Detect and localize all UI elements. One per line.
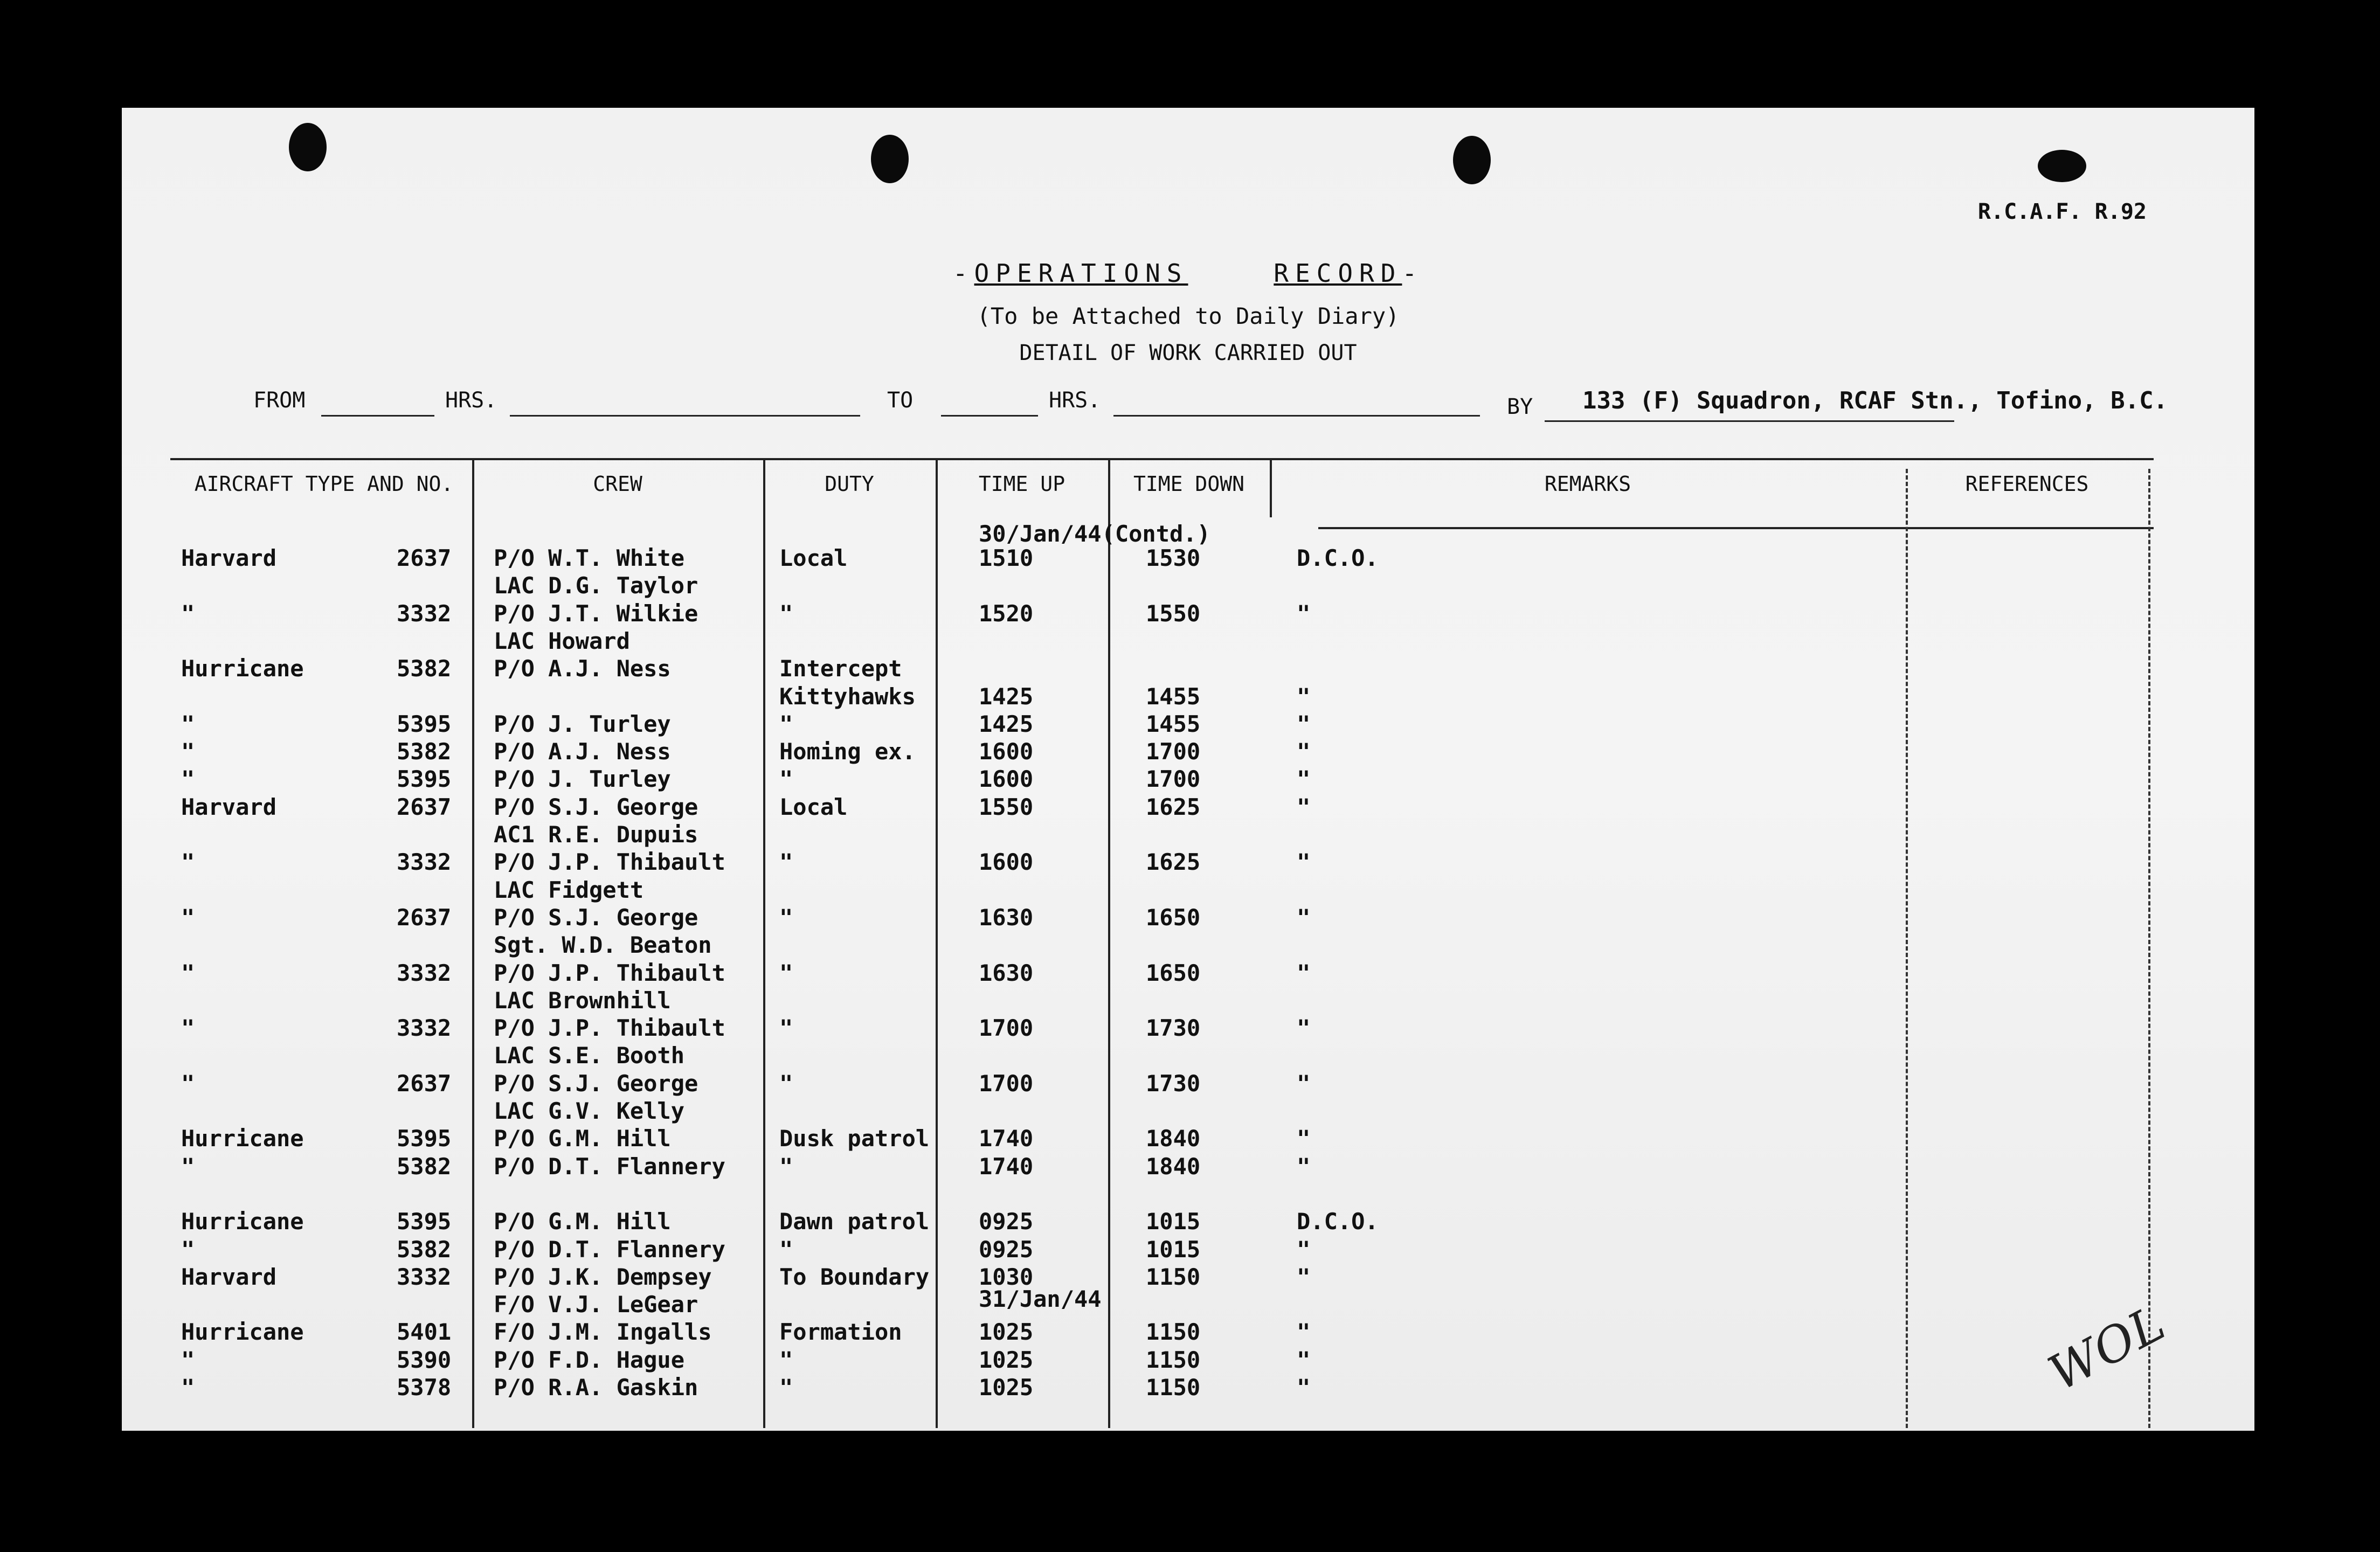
time-up: 1510 bbox=[979, 545, 1034, 571]
aircraft-number: 2637 bbox=[397, 793, 452, 820]
col-divider bbox=[472, 458, 474, 1428]
col-divider bbox=[1906, 469, 1908, 1428]
crew-member: P/O J.K. Dempsey bbox=[494, 1263, 712, 1290]
record-sheet bbox=[122, 108, 2254, 1431]
duty: " bbox=[779, 766, 793, 793]
header-rule bbox=[1318, 527, 2154, 529]
aircraft-number: 3332 bbox=[397, 959, 452, 986]
crew-member: P/O D.T. Flannery bbox=[494, 1153, 725, 1180]
crew-member: P/O J.P. Thibault bbox=[494, 849, 725, 876]
time-up: 1630 bbox=[979, 904, 1034, 931]
crew-member: LAC Brownhill bbox=[494, 987, 671, 1014]
remarks: " bbox=[1297, 959, 1311, 986]
time-down: 1150 bbox=[1146, 1263, 1201, 1290]
time-down: 1150 bbox=[1146, 1319, 1201, 1346]
remarks: " bbox=[1297, 849, 1311, 876]
crew-member: P/O G.M. Hill bbox=[494, 1208, 671, 1235]
time-up: 1025 bbox=[979, 1374, 1034, 1401]
date-marker: 31/Jan/44 bbox=[979, 1286, 1102, 1312]
crew-member: P/O S.J. George bbox=[494, 793, 698, 820]
remarks: " bbox=[1297, 1346, 1311, 1373]
aircraft-number: 5395 bbox=[397, 766, 452, 793]
aircraft-number: 2637 bbox=[397, 545, 452, 571]
aircraft-type: " bbox=[181, 1015, 195, 1042]
duty: Homing ex. bbox=[779, 738, 916, 765]
aircraft-number: 5401 bbox=[397, 1319, 452, 1346]
aircraft-number: 3332 bbox=[397, 1015, 452, 1042]
squadron-name: 133 (F) Squadron, RCAF Stn., Tofino, B.C. bbox=[1582, 387, 2168, 414]
hrs-label: HRS. bbox=[445, 388, 497, 413]
title-part-record: RECORD bbox=[1274, 259, 1402, 288]
duty: " bbox=[779, 1346, 793, 1373]
time-up: 1740 bbox=[979, 1125, 1034, 1152]
col-divider bbox=[763, 458, 765, 1428]
from-blank bbox=[321, 415, 434, 417]
time-down: 1550 bbox=[1146, 600, 1201, 627]
duty: " bbox=[779, 1015, 793, 1042]
time-down: 1650 bbox=[1146, 904, 1201, 931]
remarks: " bbox=[1297, 904, 1311, 931]
crew-member: P/O S.J. George bbox=[494, 904, 698, 931]
time-down: 1625 bbox=[1146, 849, 1201, 876]
time-down: 1625 bbox=[1146, 793, 1201, 820]
duty: " bbox=[779, 710, 793, 737]
remarks: " bbox=[1297, 1236, 1311, 1263]
title-part-operations: OPERATIONS bbox=[974, 259, 1188, 288]
duty: To Boundary bbox=[779, 1263, 930, 1290]
aircraft-type: " bbox=[181, 849, 195, 876]
by-label: BY bbox=[1507, 394, 1533, 419]
time-down: 1730 bbox=[1146, 1015, 1201, 1042]
time-down: 1455 bbox=[1146, 683, 1201, 710]
aircraft-type: " bbox=[181, 766, 195, 793]
crew-member: LAC S.E. Booth bbox=[494, 1042, 685, 1069]
time-up: 1700 bbox=[979, 1015, 1034, 1042]
aircraft-type: " bbox=[181, 904, 195, 931]
time-down: 1840 bbox=[1146, 1125, 1201, 1152]
aircraft-type: Hurricane bbox=[181, 1208, 304, 1235]
to-blank bbox=[941, 415, 1038, 417]
duty: " bbox=[779, 904, 793, 931]
col-divider bbox=[936, 458, 938, 1428]
time-down: 1730 bbox=[1146, 1070, 1201, 1097]
time-down: 1015 bbox=[1146, 1208, 1201, 1235]
time-up: 1030 bbox=[979, 1263, 1034, 1290]
page-subtitle: (To be Attached to Daily Diary) bbox=[977, 303, 1400, 329]
col-duty: DUTY bbox=[825, 472, 874, 496]
aircraft-type: Harvard bbox=[181, 1263, 277, 1290]
remarks: " bbox=[1297, 683, 1311, 710]
time-up: 1740 bbox=[979, 1153, 1034, 1180]
crew-member: P/O A.J. Ness bbox=[494, 655, 671, 682]
remarks: " bbox=[1297, 793, 1311, 820]
col-references: REFERENCES bbox=[1965, 472, 2089, 496]
crew-member: P/O J.T. Wilkie bbox=[494, 600, 698, 627]
aircraft-type: Harvard bbox=[181, 793, 277, 820]
remarks: " bbox=[1297, 1125, 1311, 1152]
duty: Local bbox=[779, 793, 848, 820]
time-down: 1150 bbox=[1146, 1346, 1201, 1373]
crew-member: P/O J. Turley bbox=[494, 766, 671, 793]
duty: Formation bbox=[779, 1319, 902, 1346]
crew-member: LAC Fidgett bbox=[494, 876, 644, 903]
initials-signature: WOL bbox=[2039, 1295, 2174, 1402]
crew-member: LAC Howard bbox=[494, 627, 630, 654]
time-up: 1025 bbox=[979, 1346, 1034, 1373]
form-number: R.C.A.F. R.92 bbox=[1977, 199, 2147, 224]
from-label: FROM bbox=[253, 388, 306, 413]
col-crew: CREW bbox=[593, 472, 642, 496]
aircraft-type: Hurricane bbox=[181, 1125, 304, 1152]
col-divider bbox=[2148, 469, 2150, 1428]
duty: Kittyhawks bbox=[779, 683, 916, 710]
aircraft-number: 3332 bbox=[397, 849, 452, 876]
aircraft-number: 2637 bbox=[397, 904, 452, 931]
time-down: 1840 bbox=[1146, 1153, 1201, 1180]
remarks: " bbox=[1297, 1263, 1311, 1290]
by-blank bbox=[1545, 420, 1954, 422]
remarks: " bbox=[1297, 1070, 1311, 1097]
remarks: " bbox=[1297, 600, 1311, 627]
time-up: 1630 bbox=[979, 959, 1034, 986]
crew-member: P/O R.A. Gaskin bbox=[494, 1374, 698, 1401]
crew-member: P/O W.T. White bbox=[494, 545, 685, 571]
crew-member: F/O J.M. Ingalls bbox=[494, 1319, 712, 1346]
table-top-rule bbox=[170, 458, 2154, 460]
crew-member: F/O V.J. LeGear bbox=[494, 1291, 698, 1318]
date-marker: 30/Jan/44(Contd.) bbox=[979, 521, 1210, 547]
time-down: 1700 bbox=[1146, 738, 1201, 765]
aircraft-number: 2637 bbox=[397, 1070, 452, 1097]
remarks: " bbox=[1297, 1015, 1311, 1042]
duty: Dawn patrol bbox=[779, 1208, 930, 1235]
time-up: 1425 bbox=[979, 683, 1034, 710]
detail-heading: DETAIL OF WORK CARRIED OUT bbox=[1019, 341, 1357, 365]
time-up: 1600 bbox=[979, 849, 1034, 876]
to-label: TO bbox=[887, 388, 914, 413]
duty: " bbox=[779, 849, 793, 876]
aircraft-type: Hurricane bbox=[181, 655, 304, 682]
time-up: 1025 bbox=[979, 1319, 1034, 1346]
time-down: 1455 bbox=[1146, 710, 1201, 737]
punch-hole bbox=[1453, 136, 1491, 184]
col-aircraft: AIRCRAFT TYPE AND NO. bbox=[194, 472, 454, 496]
aircraft-number: 5390 bbox=[397, 1346, 452, 1373]
remarks: " bbox=[1297, 738, 1311, 765]
time-down: 1150 bbox=[1146, 1374, 1201, 1401]
aircraft-number: 5382 bbox=[397, 738, 452, 765]
aircraft-number: 5382 bbox=[397, 1236, 452, 1263]
col-time-up: TIME UP bbox=[978, 472, 1066, 496]
aircraft-type: " bbox=[181, 1374, 195, 1401]
page-title: -OPERATIONS RECORD- bbox=[952, 259, 1424, 288]
aircraft-number: 5395 bbox=[397, 1125, 452, 1152]
aircraft-number: 5395 bbox=[397, 710, 452, 737]
aircraft-type: " bbox=[181, 710, 195, 737]
aircraft-type: " bbox=[181, 1236, 195, 1263]
col-divider bbox=[1108, 458, 1110, 1428]
punch-hole bbox=[871, 135, 909, 183]
col-time-down: TIME DOWN bbox=[1133, 472, 1244, 496]
aircraft-number: 5395 bbox=[397, 1208, 452, 1235]
time-up: 1520 bbox=[979, 600, 1034, 627]
duty: " bbox=[779, 959, 793, 986]
from-date-blank bbox=[510, 415, 860, 417]
time-up: 1700 bbox=[979, 1070, 1034, 1097]
aircraft-number: 5378 bbox=[397, 1374, 452, 1401]
aircraft-type: " bbox=[181, 1153, 195, 1180]
aircraft-number: 3332 bbox=[397, 1263, 452, 1290]
crew-member: LAC G.V. Kelly bbox=[494, 1098, 685, 1124]
time-up: 0925 bbox=[979, 1208, 1034, 1235]
aircraft-type: Hurricane bbox=[181, 1319, 304, 1346]
duty: " bbox=[779, 1374, 793, 1401]
aircraft-number: 5382 bbox=[397, 1153, 452, 1180]
aircraft-number: 5382 bbox=[397, 655, 452, 682]
crew-member: P/O A.J. Ness bbox=[494, 738, 671, 765]
operations-table bbox=[170, 458, 2154, 1428]
aircraft-type: " bbox=[181, 600, 195, 627]
remarks: " bbox=[1297, 1153, 1311, 1180]
remarks: " bbox=[1297, 710, 1311, 737]
duty: Local bbox=[779, 545, 848, 571]
aircraft-number: 3332 bbox=[397, 600, 452, 627]
col-remarks: REMARKS bbox=[1544, 472, 1631, 496]
crew-member: P/O S.J. George bbox=[494, 1070, 698, 1097]
duty: " bbox=[779, 1070, 793, 1097]
aircraft-type: " bbox=[181, 959, 195, 986]
duty: " bbox=[779, 1153, 793, 1180]
duty: " bbox=[779, 1236, 793, 1263]
hrs-label-2: HRS. bbox=[1049, 388, 1101, 413]
crew-member: P/O J.P. Thibault bbox=[494, 1015, 725, 1042]
remarks: D.C.O. bbox=[1297, 1208, 1379, 1235]
duty: Intercept bbox=[779, 655, 902, 682]
to-date-blank bbox=[1113, 415, 1480, 417]
remarks: " bbox=[1297, 1374, 1311, 1401]
crew-member: P/O D.T. Flannery bbox=[494, 1236, 725, 1263]
crew-member: LAC D.G. Taylor bbox=[494, 572, 698, 599]
crew-member: P/O F.D. Hague bbox=[494, 1346, 685, 1373]
crew-member: AC1 R.E. Dupuis bbox=[494, 821, 698, 848]
time-up: 1600 bbox=[979, 766, 1034, 793]
aircraft-type: Harvard bbox=[181, 545, 277, 571]
remarks: D.C.O. bbox=[1297, 545, 1379, 571]
punch-hole bbox=[2038, 150, 2086, 182]
aircraft-type: " bbox=[181, 1070, 195, 1097]
duty: Dusk patrol bbox=[779, 1125, 930, 1152]
crew-member: P/O G.M. Hill bbox=[494, 1125, 671, 1152]
crew-member: Sgt. W.D. Beaton bbox=[494, 932, 712, 959]
punch-hole bbox=[289, 123, 327, 171]
time-up: 1600 bbox=[979, 738, 1034, 765]
duty: " bbox=[779, 600, 793, 627]
time-down: 1700 bbox=[1146, 766, 1201, 793]
crew-member: P/O J.P. Thibault bbox=[494, 959, 725, 986]
time-down: 1530 bbox=[1146, 545, 1201, 571]
time-up: 0925 bbox=[979, 1236, 1034, 1263]
crew-member: P/O J. Turley bbox=[494, 710, 671, 737]
aircraft-type: " bbox=[181, 1346, 195, 1373]
remarks: " bbox=[1297, 1319, 1311, 1346]
remarks: " bbox=[1297, 766, 1311, 793]
aircraft-type: " bbox=[181, 738, 195, 765]
time-up: 1425 bbox=[979, 710, 1034, 737]
time-down: 1650 bbox=[1146, 959, 1201, 986]
time-down: 1015 bbox=[1146, 1236, 1201, 1263]
time-up: 1550 bbox=[979, 793, 1034, 820]
